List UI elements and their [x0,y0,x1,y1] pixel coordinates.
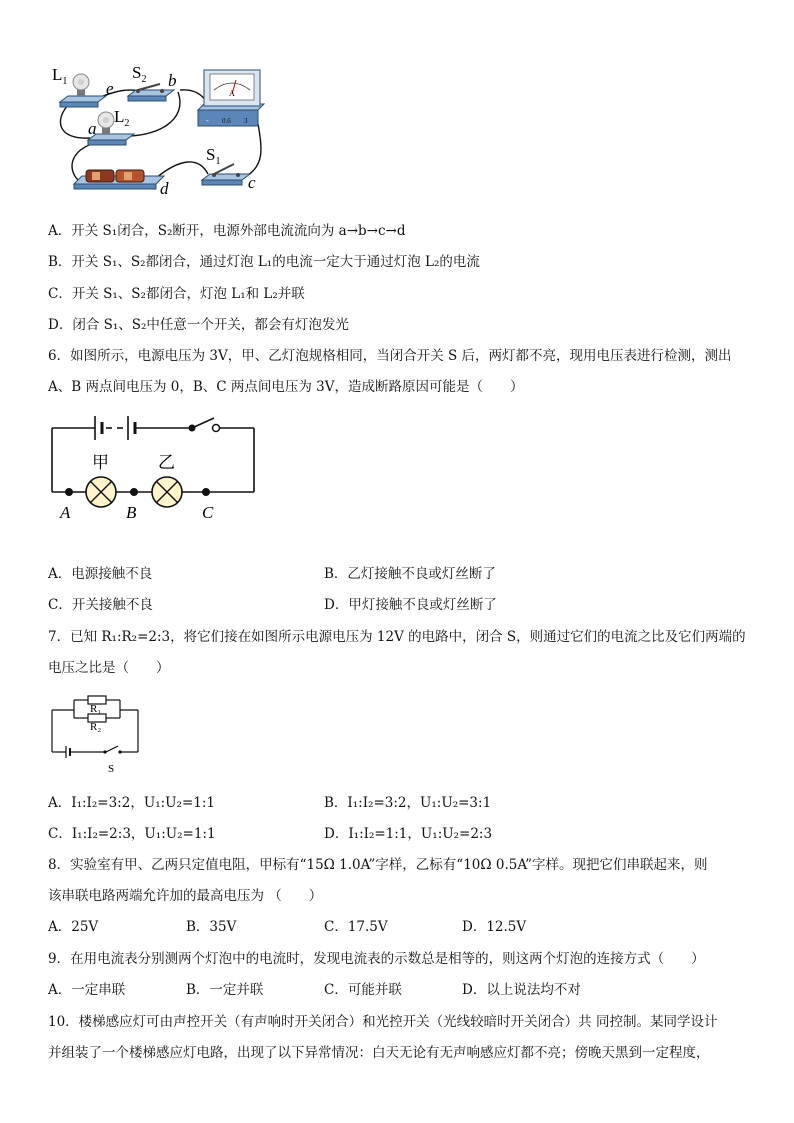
label-c: c [248,173,256,192]
label-b: b [168,71,177,90]
meter-unit-label: A [229,89,235,98]
q7-option-d: D．I₁:I₂=1:1，U₁:U₂=2:3 [324,826,493,842]
q7-option-b: B．I₁:I₂=3:2，U₁:U₂=3:1 [324,795,492,811]
label-d: d [160,179,169,198]
label-r1: R₁ [90,703,102,715]
q6-option-a: A．电源接触不良 [48,566,153,582]
meter-3-label: 3 [244,117,248,125]
q9-stem: 9．在用电流表分别测两个灯泡中的电流时，发现电流表的示数总是相等的，则这两个灯泡的连接方式（ ） [48,951,705,967]
label-node-b: B [126,503,137,522]
q8-stem-line1: 8．实验室有甲、乙两只定值电阻，甲标有“15Ω 1.0A”字样，乙标有“10Ω 0.5A”字样。现把它们串联起来，则 [48,857,708,873]
q7-stem-line2: 电压之比是（ ） [48,660,170,676]
label-s: S [108,763,115,775]
q9-option-d: D．以上说法均不对 [462,982,581,998]
label-e: e [106,79,114,98]
label-s1: $S_1$ [206,145,221,167]
label-yi: 乙 [158,453,175,472]
q8-option-c: C．17.5V [324,919,388,935]
label-r2: R₂ [90,721,102,733]
q9-option-c: C．可能并联 [324,982,402,998]
q7-option-a: A．I₁:I₂=3:2，U₁:U₂=1:1 [48,795,215,811]
q6-option-c: C．开关接触不良 [48,597,153,613]
q5-option-d: D．闭合 S₁、S₂中任意一个开关，都会有灯泡发光 [48,317,349,333]
q8-option-a: A．25V [48,919,99,935]
q10-stem-line1: 10．楼梯感应灯可由声控开关（有声响时开关闭合）和光控开关（光线较暗时开关闭合）共 同控制。某同学设计 [48,1014,718,1030]
label-node-a: A [60,503,71,522]
ammeter [198,70,264,126]
q5-option-a: A．开关 S₁闭合，S₂断开，电源外部电流流向为 a→b→c→d [48,223,406,239]
lamp-jia [86,477,116,507]
q5-option-b: B．开关 S₁、S₂都闭合，通过灯泡 L₁的电流一定大于通过灯泡 L₂的电流 [48,254,480,270]
q6-option-d: D．甲灯接触不良或灯丝断了 [324,597,497,613]
meter-06-label: 0.6 [222,117,231,125]
q7-option-c: C．I₁:I₂=2:3，U₁:U₂=1:1 [48,826,216,842]
q9-option-a: A．一定串联 [48,982,126,998]
node-b [130,488,138,496]
q5-option-c: C．开关 S₁、S₂都闭合，灯泡 L₁和 L₂并联 [48,286,305,302]
circuit-figure-q6 [40,410,280,530]
q8-option-b: B．35V [186,919,237,935]
label-a: a [88,119,97,138]
node-a [65,488,73,496]
q8-stem-line2: 该串联电路两端允许加的最高电压为 （ ） [48,888,323,904]
q10-stem-line2: 并组装了一个楼梯感应灯电路，出现了以下异常情况：白天无论有无声响感应灯都不亮；傍晚天黑到一定程度， [48,1045,710,1061]
lamp-yi [152,477,182,507]
q9-option-b: B．一定并联 [186,982,264,998]
node-c [202,488,210,496]
q8-option-d: D．12.5V [462,919,527,935]
label-s2: $S_2$ [132,63,147,85]
circuit-figure-1 [48,60,278,200]
label-l1: $L_1$ [52,65,68,87]
q7-stem-line1: 7．已知 R₁:R₂=2:3，将它们接在如图所示电源电压为 12V 的电路中，闭合 S，则通过它们的电流之比及它们两端的 [48,629,746,645]
battery-holder [74,170,164,189]
q6-stem-line1: 6．如图所示，电源电压为 3V，甲、乙灯泡规格相同，当闭合开关 S 后，两灯都不亮，现用电压表进行检测，测出 [48,348,732,364]
circuit-figure-q7 [46,688,146,776]
label-jia: 甲 [92,453,109,472]
label-node-c: C [202,503,214,522]
label-l2: $L_2$ [114,107,130,129]
q6-option-b: B．乙灯接触不良或灯丝断了 [324,566,496,582]
q6-stem-line2: A、B 两点间电压为 0，B、C 两点间电压为 3V，造成断路原因可能是（ ） [48,379,524,395]
meter-minus-label: - [206,116,209,125]
switch-s1 [202,164,250,185]
